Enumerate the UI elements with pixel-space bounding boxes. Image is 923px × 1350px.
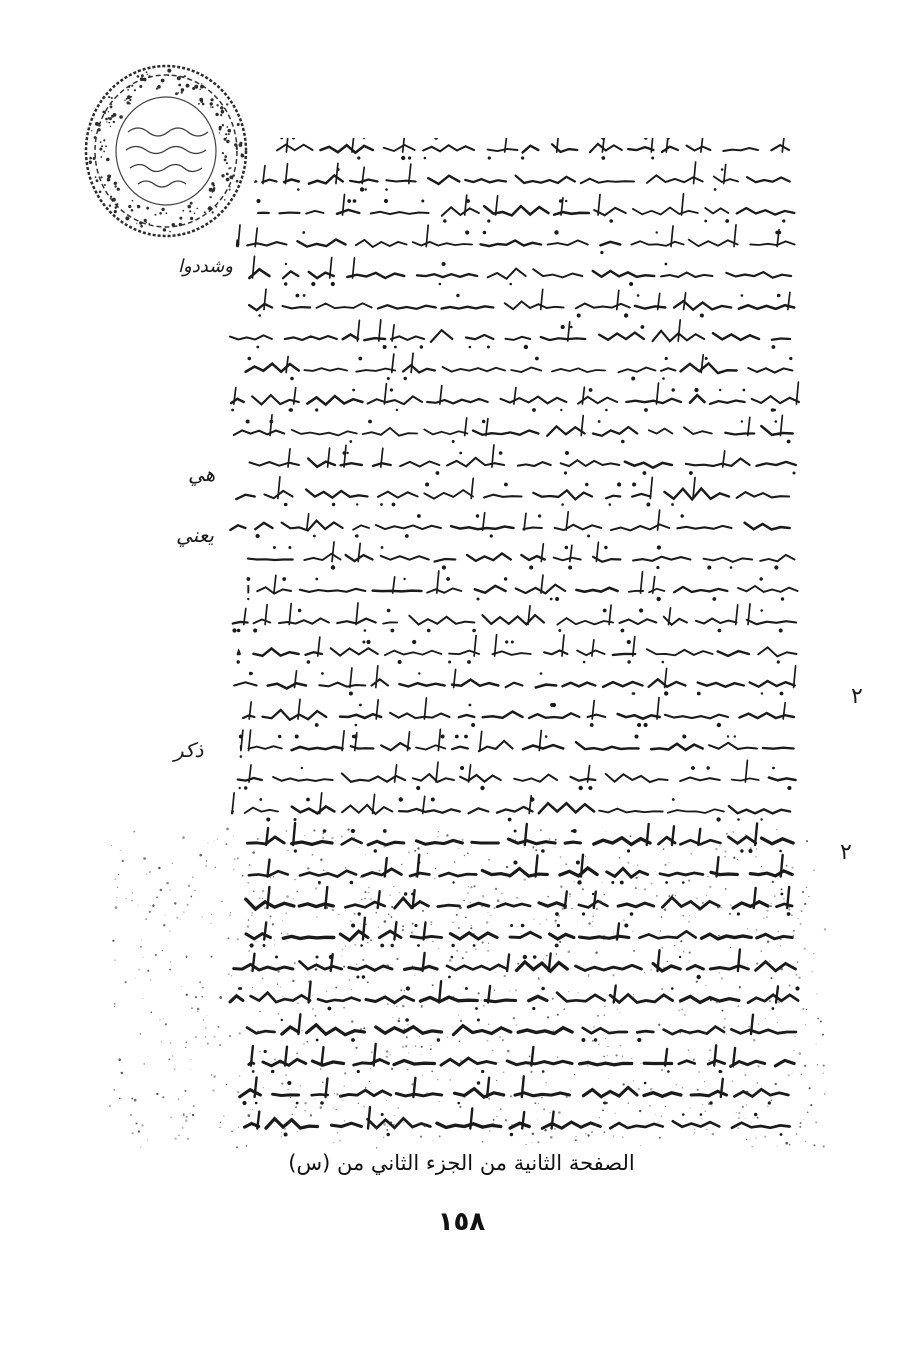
margin-note: ٢	[851, 684, 863, 709]
margin-note: ٢	[840, 840, 852, 865]
page-number: ١٥٨	[437, 1207, 486, 1237]
margin-note: يعني	[176, 523, 214, 547]
margin-note: وشددوا	[178, 256, 233, 277]
page-caption: الصفحة الثانية من الجزء الثاني من (س)	[288, 1151, 635, 1175]
manuscript-text-block	[100, 138, 830, 1156]
margin-note: ذكر	[174, 738, 204, 762]
margin-note: هي	[188, 462, 216, 486]
